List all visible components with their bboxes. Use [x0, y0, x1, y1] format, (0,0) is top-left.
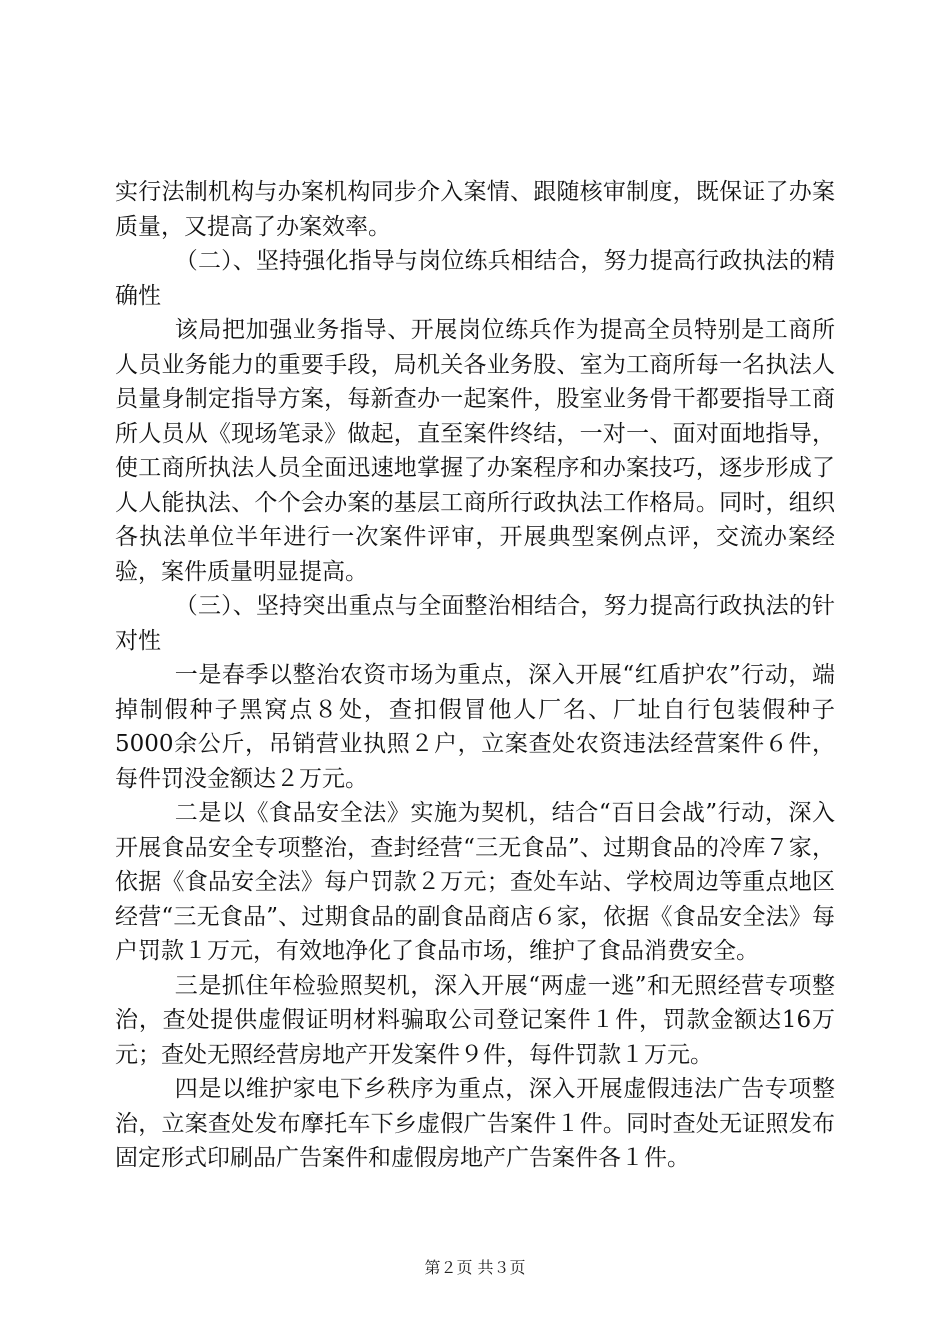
document-body — [115, 175, 835, 1176]
paragraph-guidance: 该局把加强业务指导、开展岗位练兵作为提高全员特别是工商所人员业务能力的重要手段，局机关各业务股、室为工商所每一名执法人员量身制定指导方案，每新查办一起案件，股室业务骨干都要指导工商所人员从《现场笔录》做起，直至案件终结，一对一、面对面地指导，使工商所执法人员全面迅速地掌握了办案程序和办案技巧，逐步形成了人人能执法、个个会办案的基层工商所行政执法工作格局。同时，组织各执法单位半年进行一次案件评审，开展典型案例点评，交流办案经验，案件质量明显提高。 — [115, 317, 835, 585]
section-heading-2: （二）、坚持强化指导与岗位练兵相结合，努力提高行政执法的精确性 — [115, 248, 835, 309]
paragraph-item-1: 一是春季以整治农资市场为重点，深入开展“红盾护农”行动，端掉制假种子黑窝点８处，查扣假冒他人厂名、厂址自行包装假种子5000余公斤，吊销营业执照２户，立案查处农资违法经营案件６件，每件罚没金额达２万元。 — [115, 662, 835, 792]
paragraph-item-3: 三是抓住年检验照契机，深入开展“两虚一逃”和无照经营专项整治，查处提供虚假证明材料骗取公司登记案件１件，罚款金额达16万元；查处无照经营房地产开发案件９件，每件罚款１万元。 — [115, 972, 835, 1068]
paragraph-item-4: 四是以维护家电下乡秩序为重点，深入开展虚假违法广告专项整治，立案查处发布摩托车下乡虚假广告案件１件。同时查处无证照发布固定形式印刷品广告案件和虚假房地产广告案件各１件。 — [115, 1076, 835, 1171]
section-heading-3: （三）、坚持突出重点与全面整治相结合，努力提高行政执法的针对性 — [115, 593, 835, 654]
paragraph-continuation: 实行法制机构与办案机构同步介入案情、跟随核审制度，既保证了办案质量，又提高了办案效率。 — [115, 179, 835, 240]
paragraph-item-2: 二是以《食品安全法》实施为契机，结合“百日会战”行动，深入开展食品安全专项整治，查封经营“三无食品”、过期食品的冷库７家，依据《食品安全法》每户罚款２万元；查处车站、学校周边等重点地区经营“三无食品”、过期食品的副食品商店６家，依据《食品安全法》每户罚款１万元，有效地净化了食品市场，维护了食品消费安全。 — [115, 800, 835, 964]
page-number-footer: 第２页 共３页 — [424, 1258, 526, 1277]
